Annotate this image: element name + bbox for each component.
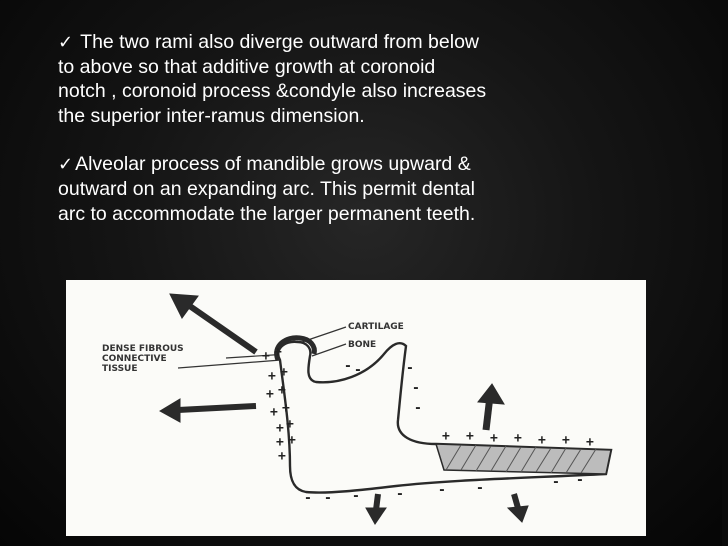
svg-text:+: + <box>276 421 284 436</box>
svg-text:+: + <box>262 349 270 364</box>
svg-text:+: + <box>278 383 286 398</box>
svg-text:+: + <box>282 401 290 416</box>
svg-text:-: - <box>304 491 312 506</box>
right-edge-bar <box>722 0 728 546</box>
checkmark-icon: ✓ <box>58 32 74 52</box>
label-dense-fibrous: DENSE FIBROUS <box>102 344 184 354</box>
svg-text:-: - <box>576 473 584 488</box>
svg-text:-: - <box>344 359 352 374</box>
svg-text:-: - <box>406 361 414 376</box>
svg-text:+: + <box>268 369 276 384</box>
mandible-growth-figure <box>66 280 646 536</box>
arrow-left-head <box>160 399 180 422</box>
svg-text:+: + <box>466 429 474 444</box>
alveolar-band <box>436 444 611 474</box>
bullet-text: Alveolar process of mandible grows upward & outward on an expanding arc. This permit dental arc to accommodate the larger permanent teeth. <box>58 153 476 225</box>
svg-text:-: - <box>412 381 420 396</box>
svg-text:+: + <box>442 429 450 444</box>
arrow-down-head <box>366 508 386 524</box>
svg-text:+: + <box>274 345 282 360</box>
svg-text:+: + <box>586 435 594 450</box>
svg-text:-: - <box>396 487 404 502</box>
bullet-item <box>58 30 718 128</box>
svg-text:-: - <box>352 489 360 504</box>
svg-text:-: - <box>552 475 560 490</box>
svg-text:+: + <box>288 433 296 448</box>
svg-text:+: + <box>266 387 274 402</box>
checkmark-icon: ✓ <box>58 154 74 175</box>
svg-text:+: + <box>276 435 284 450</box>
arrow-down-right-head <box>508 506 528 522</box>
svg-text:-: - <box>324 491 332 506</box>
svg-text:+: + <box>538 433 546 448</box>
label-cartilage: CARTILAGE <box>348 322 404 332</box>
svg-text:-: - <box>414 401 422 416</box>
label-bone: BONE <box>348 340 377 350</box>
svg-text:+: + <box>270 405 278 420</box>
mandible-diagram <box>66 280 646 536</box>
label-tissue: TISSUE <box>102 364 138 374</box>
svg-text:+: + <box>286 417 294 432</box>
bullet-list <box>58 30 718 226</box>
svg-text:+: + <box>280 365 288 380</box>
svg-text:-: - <box>476 481 484 496</box>
bullet-item <box>58 152 718 226</box>
svg-text:+: + <box>278 449 286 464</box>
svg-text:-: - <box>438 483 446 498</box>
svg-text:+: + <box>490 431 498 446</box>
label-connective: CONNECTIVE <box>102 354 167 364</box>
bullet-text: The two rami also diverge outward from below to above so that additive growth at coronoid notch , coronoid process &condyle also increases the superior inter-ramus dimension. <box>58 31 487 127</box>
svg-text:+: + <box>514 431 522 446</box>
svg-text:-: - <box>354 363 362 378</box>
arrow-up-head <box>478 384 504 404</box>
svg-text:+: + <box>562 433 570 448</box>
